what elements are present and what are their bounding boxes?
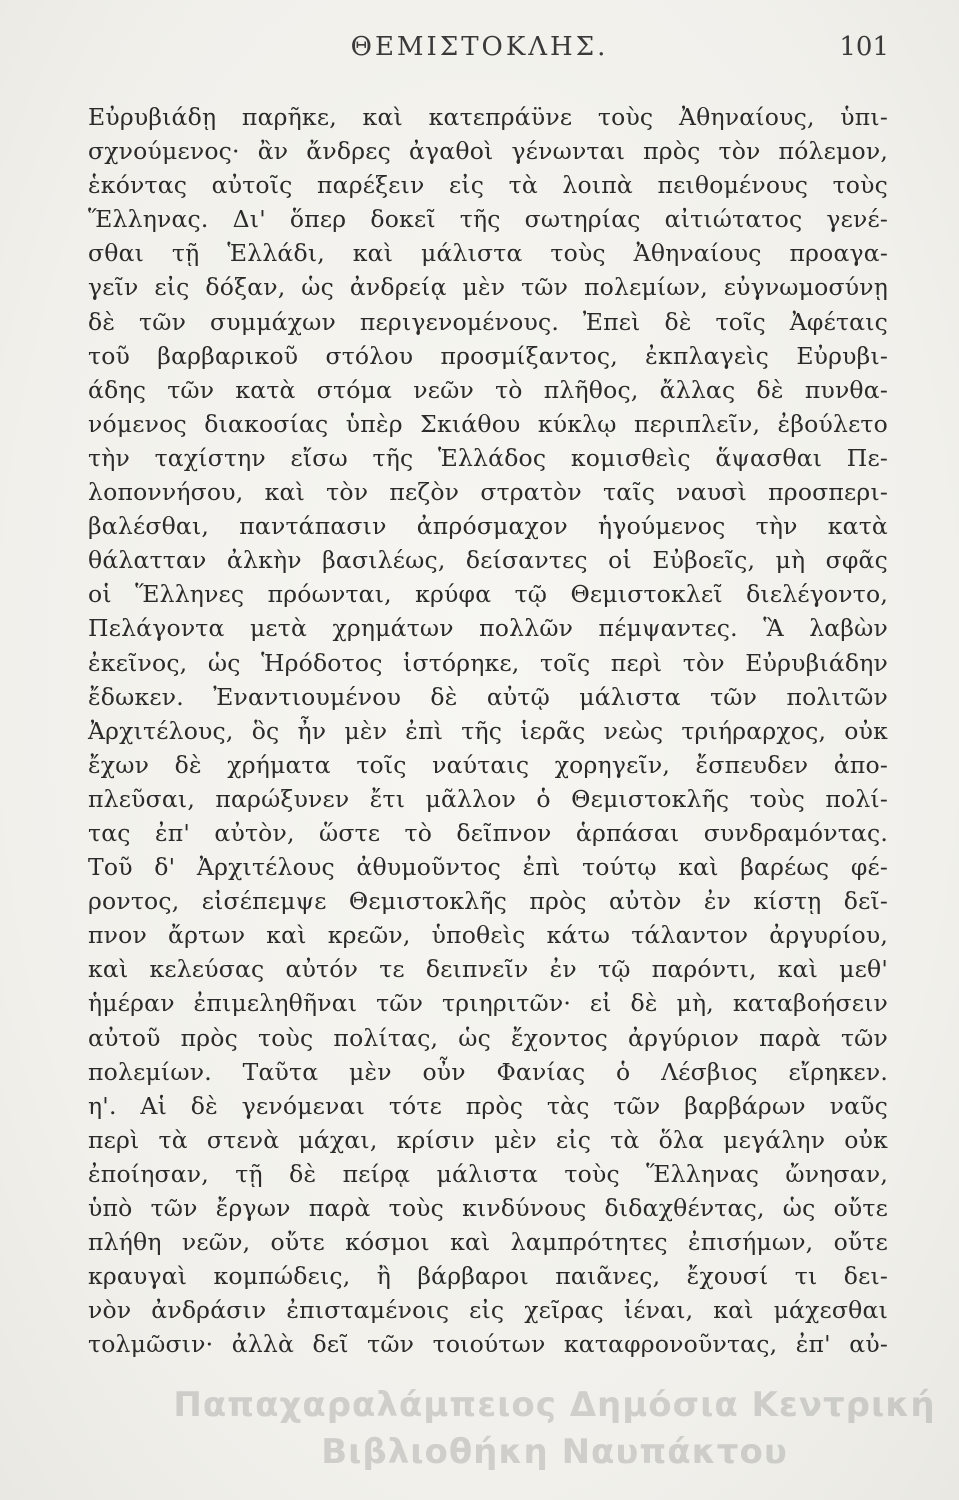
text-line: αὐτοῦ πρὸς τοὺς πολίτας, ὡς ἔχοντος ἀργύριον παρὰ τῶν (88, 1023, 888, 1052)
text-line: Πελάγοντα μετὰ χρημάτων πολλῶν πέμψαντες. Ἃ λαβὼν (88, 614, 888, 643)
text-line: νὸν ἀνδράσιν ἐπισταμένοις εἰς χεῖρας ἰέναι, καὶ μάχεσθαι (88, 1296, 888, 1325)
page-number: 101 (839, 32, 889, 62)
text-line: ἑκόντας αὐτοῖς παρέξειν εἰς τὰ λοιπὰ πειθομένους τοὺς (88, 171, 888, 200)
text-line: δὲ τῶν συμμάχων περιγενομένους. Ἐπεὶ δὲ τοῖς Ἀφέταις (88, 307, 888, 336)
text-line: ὑπὸ τῶν ἔργων παρὰ τοὺς κινδύνους διδαχθέντας, ὡς οὔτε (88, 1194, 888, 1222)
text-line: θάλατταν ἀλκὴν βασιλέως, δείσαντες οἱ Εὐβοεῖς, μὴ σφᾶς (88, 546, 888, 575)
text-line: πλεῦσαι, παρώξυνεν ἔτι μᾶλλον ὁ Θεμιστοκλῆς τοὺς πολί- (88, 784, 888, 813)
text-line: τας ἐπ' αὐτὸν, ὥστε τὸ δεῖπνον ἁρπάσαι συνδραμόντας. (88, 818, 888, 847)
text-line: Ἀρχιτέλους, ὃς ἦν μὲν ἐπὶ τῆς ἱερᾶς νεὼς τριήραρχος, οὐκ (88, 716, 888, 745)
text-line: γεῖν εἰς δόξαν, ὡς ἀνδρείᾳ μὲν τῶν πολεμίων, εὐγνωμοσύνῃ (88, 273, 888, 302)
text-line: Ἕλληνας. Δι' ὅπερ δοκεῖ τῆς σωτηρίας αἰτιώτατος γενέ- (88, 205, 888, 234)
text-line: Τοῦ δ' Ἀρχιτέλους ἀθυμοῦντος ἐπὶ τούτῳ καὶ βαρέως φέ- (88, 853, 888, 882)
text-line: σχνούμενος· ἂν ἄνδρες ἀγαθοὶ γένωνται πρὸς τὸν πόλεμον, (88, 137, 888, 166)
text-line: πλήθη νεῶν, οὔτε κόσμοι καὶ λαμπρότητες ἐπισήμων, οὔτε (88, 1228, 888, 1257)
text-line: άδης τῶν κατὰ στόμα νεῶν τὸ πλῆθος, ἄλλας δὲ πυνθα- (88, 375, 888, 404)
text-line: η'. Αἱ δὲ γενόμεναι τότε πρὸς τὰς τῶν βαρβάρων ναῦς (88, 1091, 888, 1120)
text-line: ἔδωκεν. Ἐναντιουμένου δὲ αὐτῷ μάλιστα τῶν πολιτῶν (88, 682, 888, 711)
text-line: τὴν ταχίστην εἴσω τῆς Ἑλλάδος κομισθεὶς ἅψασθαι Πε- (88, 443, 888, 472)
body-text (88, 100, 888, 1361)
library-watermark-line-2: Βιβλιοθήκη Ναυπάκτου (321, 1432, 788, 1472)
text-line: πολεμίων. Ταῦτα μὲν οὖν Φανίας ὁ Λέσβιος εἴρηκεν. (88, 1057, 888, 1086)
page-header (0, 32, 959, 72)
text-line: βαλέσθαι, παντάπασιν ἀπρόσμαχον ἡγούμενος τὴν κατὰ (88, 512, 888, 541)
text-line: ἐποίησαν, τῇ δὲ πείρᾳ μάλιστα τοὺς Ἕλληνας ὤνησαν, (88, 1159, 888, 1188)
text-line: τοῦ βαρβαρικοῦ στόλου προσμίξαντος, ἐκπλαγεὶς Εὐρυβι- (88, 341, 888, 370)
text-line: καὶ κελεύσας αὐτόν τε δειπνεῖν ἐν τῷ παρόντι, καὶ μεθ' (88, 955, 888, 984)
text-line: ἔχων δὲ χρήματα τοῖς ναύταις χορηγεῖν, ἔσπευδεν ἀπο- (88, 750, 888, 779)
running-title: ΘΕΜΙΣΤΟΚΛΗΣ. (350, 32, 609, 62)
text-line: ροντος, εἰσέπεμψε Θεμιστοκλῆς πρὸς αὐτὸν ἐν κίστῃ δεῖ- (88, 887, 888, 916)
text-line: ἡμέραν ἐπιμεληθῆναι τῶν τριηριτῶν· εἰ δὲ μὴ, καταβοήσειν (88, 989, 888, 1018)
text-line: πνον ἄρτων καὶ κρεῶν, ὑποθεὶς κάτω τάλαντον ἀργυρίου, (88, 921, 888, 950)
text-line: τολμῶσιν· ἀλλὰ δεῖ τῶν τοιούτων καταφρονοῦντας, ἐπ' αὐ- (88, 1330, 888, 1359)
text-line: νόμενος διακοσίας ὑπὲρ Σκιάθου κύκλῳ περιπλεῖν, ἐβούλετο (88, 409, 888, 438)
library-watermark-line-1: Παπαχαραλάμπειος Δημόσια Κεντρική (173, 1385, 936, 1425)
text-line: λοποννήσου, καὶ τὸν πεζὸν στρατὸν ταῖς ναυσὶ προσπερι- (88, 478, 888, 507)
text-line: περὶ τὰ στενὰ μάχαι, κρίσιν μὲν εἰς τὰ ὅλα μεγάλην οὐκ (88, 1125, 888, 1154)
text-line: σθαι τῇ Ἑλλάδι, καὶ μάλιστα τοὺς Ἀθηναίους προαγα- (88, 239, 888, 268)
text-line: Εὐρυβιάδῃ παρῆκε, καὶ κατεπράϋνε τοὺς Ἀθηναίους, ὑπι- (88, 103, 888, 131)
text-line: οἱ Ἕλληνες πρόωνται, κρύφα τῷ Θεμιστοκλεῖ διελέγοντο, (88, 580, 888, 609)
text-line: ἐκεῖνος, ὡς Ἡρόδοτος ἱστόρηκε, τοῖς περὶ τὸν Εὐρυβιάδην (88, 648, 888, 677)
text-line: κραυγαὶ κομπώδεις, ἢ βάρβαροι παιᾶνες, ἔχουσί τι δει- (88, 1262, 888, 1291)
